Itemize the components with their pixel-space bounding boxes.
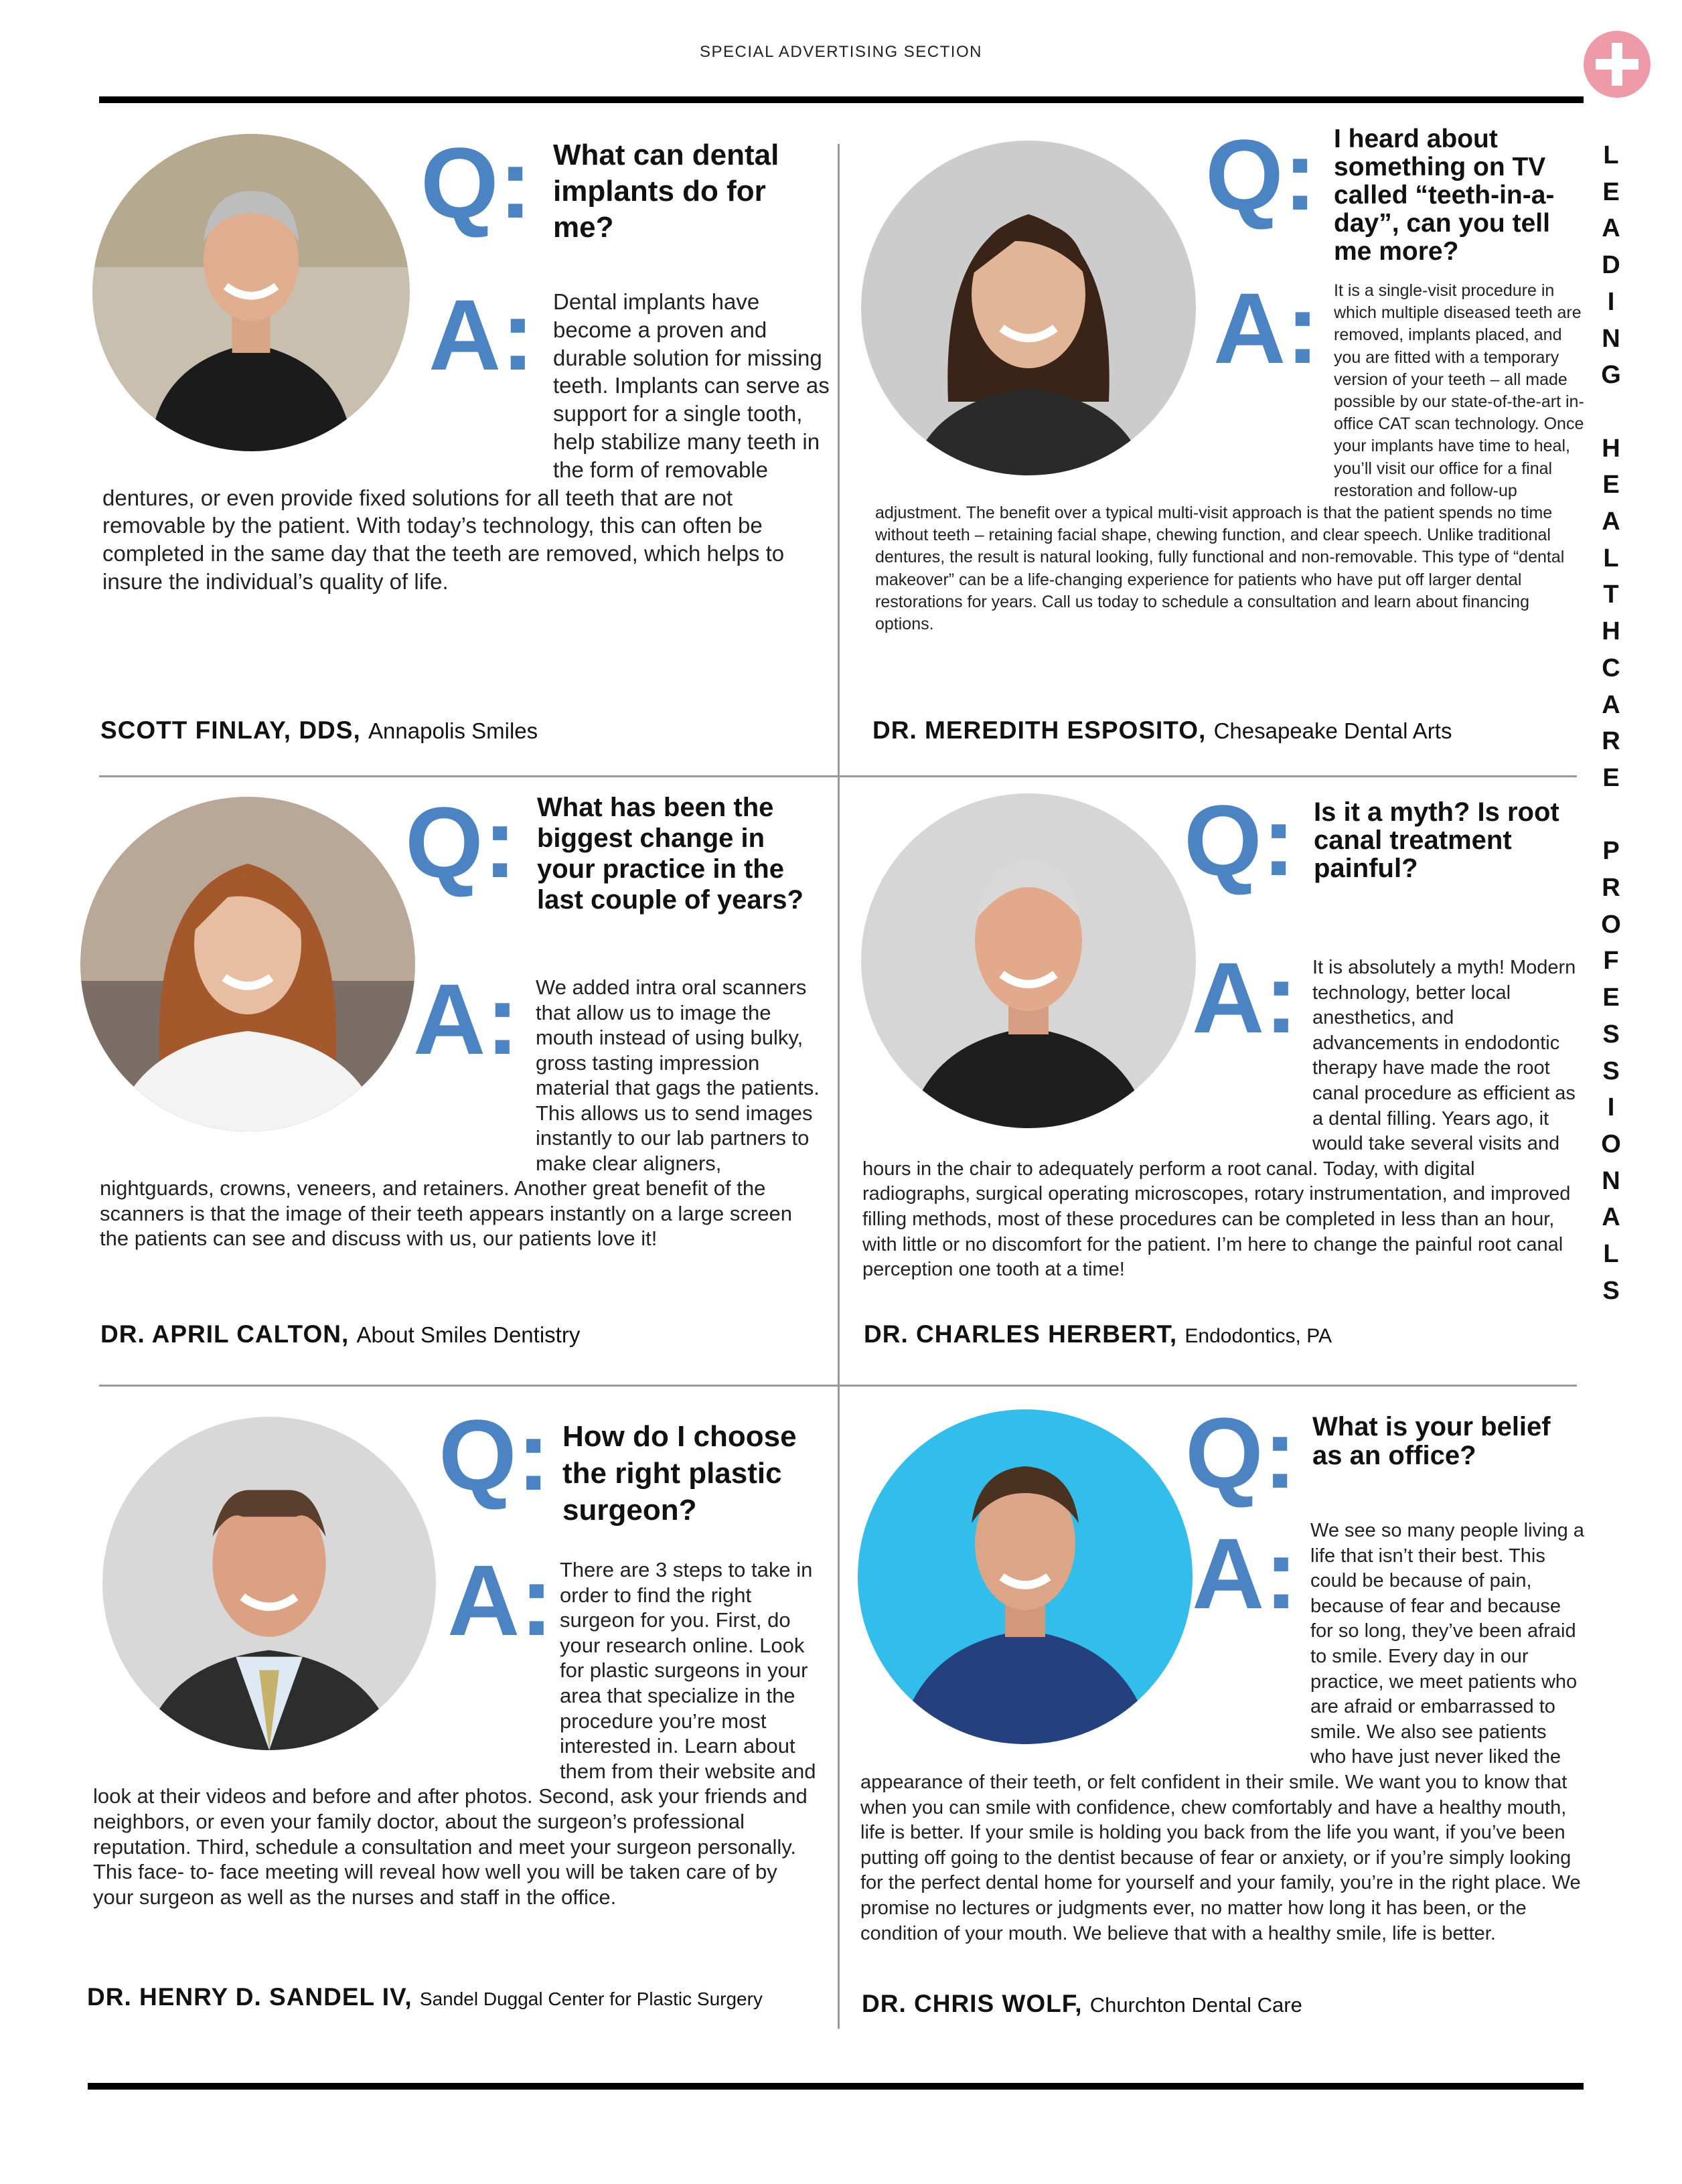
doctor-name	[864, 1320, 1332, 1348]
sidebar-title-letter: G	[1601, 361, 1621, 390]
sidebar-title-letter: H	[1602, 434, 1620, 463]
answer-text	[102, 288, 836, 596]
doctor-name-text: DR. HENRY D. SANDEL IV,	[87, 1983, 412, 2011]
question-text: What has been the biggest change in your practice in the last couple of years?	[537, 793, 804, 915]
sidebar-title-letter: A	[1602, 1203, 1620, 1232]
medical-plus-icon	[1584, 31, 1651, 98]
sidebar-title-letter: H	[1602, 617, 1620, 646]
q-label: Q:	[1185, 1397, 1297, 1509]
doctor-name-text: SCOTT FINLAY, DDS,	[100, 716, 361, 744]
sidebar-title-letter: O	[1601, 910, 1621, 939]
sidebar-title-letter	[1591, 797, 1631, 834]
answer-text	[93, 1557, 823, 1909]
doctor-name-text: DR. APRIL CALTON,	[100, 1320, 350, 1348]
answer-text	[100, 975, 823, 1251]
section-header: SPECIAL ADVERTISING SECTION	[700, 43, 982, 61]
doctor-name	[862, 1990, 1302, 2018]
sidebar-title-letter: E	[1602, 984, 1620, 1012]
row-divider-2	[99, 1385, 1577, 1387]
sidebar-title-letter: S	[1602, 1020, 1620, 1048]
answer-body: It is absolutely a myth! Modern technology, better local anesthetics, and advancements in endodontic therapy have made the root canal procedure as efficient as a dental filling. Years ago, it would take several visits and hours in the chair to adequately perform a root canal. Today, with digital radiographs, surgical operating microscopes, rotary instrumentation, and improved filling methods, most of these procedures can be completed in less than an hour, with little or no discomfort for the patient. I’m here to change the painful root canal perception one tooth at a time!	[862, 957, 1576, 1281]
sidebar-title-letter: L	[1603, 1240, 1619, 1269]
sidebar-title-letter: I	[1607, 287, 1615, 316]
top-rule	[99, 96, 1584, 103]
answer-body: Dental implants have become a proven and durable solution for missing teeth. Implants can serve as support for a single tooth, help stabilize many teeth in the form of removable dentures, or even provide fixed solutions for all teeth that are not removable by the patient. With today’s technology, this can often be completed in the same day that the teeth are removed, which helps to insure the individual’s quality of life.	[102, 289, 830, 594]
a-label: A:	[413, 963, 520, 1075]
sidebar-title-letter: S	[1602, 1057, 1620, 1085]
practice-name: Chesapeake Dental Arts	[1213, 718, 1452, 743]
sidebar-title-letter: L	[1603, 141, 1619, 169]
a-label: A:	[447, 1544, 554, 1656]
sidebar-vertical-title	[1591, 137, 1631, 1310]
doctor-name	[87, 1983, 763, 2011]
sidebar-title-letter	[1591, 394, 1631, 431]
a-label: A:	[1192, 941, 1298, 1054]
question-text: What is your belief as an office?	[1312, 1412, 1551, 1470]
a-label: A:	[1192, 1517, 1298, 1630]
doctor-name	[100, 716, 538, 745]
sidebar-title-letter: E	[1602, 471, 1620, 499]
doctor-name	[100, 1320, 580, 1348]
sidebar-title-letter: F	[1603, 947, 1619, 976]
answer-text	[862, 955, 1582, 1283]
sidebar-title-letter: R	[1602, 874, 1620, 903]
sidebar-title-letter: C	[1602, 653, 1620, 682]
q-label: Q:	[439, 1399, 550, 1511]
row-divider-1	[99, 775, 1577, 777]
practice-name: Endodontics, PA	[1184, 1325, 1332, 1347]
sidebar-title-letter: T	[1603, 580, 1619, 609]
doctor-name	[872, 716, 1452, 745]
sidebar-title-letter: L	[1603, 544, 1619, 572]
practice-name: Sandel Duggal Center for Plastic Surgery	[419, 1988, 763, 2009]
sidebar-title-letter: N	[1602, 324, 1620, 353]
question-text: What can dental implants do for me?	[553, 139, 779, 244]
column-divider	[838, 144, 840, 2029]
q-label: Q:	[1205, 119, 1317, 231]
sidebar-title-letter: N	[1602, 1166, 1620, 1195]
q-label: Q:	[420, 127, 532, 239]
sidebar-title-letter: S	[1602, 1276, 1620, 1305]
answer-body: It is a single-visit procedure in which multiple diseased teeth are removed, implants placed, and you are fitted with a temporary version of your teeth – all made possible by our state-of-the-art in-office CAT scan technology. Once your implants have time to heal, you’ll visit our office for a final restoration and follow-up adjustment. The benefit over a typical multi-visit approach is that the patient spends no time without teeth – retaining facial shape, chewing function, and clear speech. Unlike traditional dentures, the result is natural looking, fully functional and non-removable. This type of “dental makeover” can be a life-changing experience for patients who have put off larger dental restorations for years. Call us today to schedule a consultation and learn about financing options.	[875, 281, 1584, 634]
answer-body: There are 3 steps to take in order to find the right surgeon for you. First, do your research online. Look for plastic surgeons in your area that specialize in the procedure you’re most interested in. Learn about them from their website and look at their videos and before and after photos. Second, ask your friends and neighbors, or even your family doctor, about the surgeon’s professional reputation. Third, schedule a consultation and meet your surgeon personally. This face- to- face meeting will reveal how well you will be taken care of by your surgeon as well as the nurses and staff in the office.	[93, 1558, 816, 1909]
practice-name: About Smiles Dentistry	[356, 1322, 581, 1347]
question-text: I heard about something on TV called “teeth-in-a-day”, can you tell me more?	[1334, 125, 1555, 266]
sidebar-title-letter: E	[1602, 763, 1620, 792]
sidebar-title-letter: A	[1602, 690, 1620, 719]
answer-text	[860, 1518, 1587, 1946]
practice-name: Churchton Dental Care	[1089, 1993, 1302, 2017]
sidebar-title-letter: D	[1602, 251, 1620, 280]
sidebar-title-letter: P	[1602, 837, 1620, 866]
a-label: A:	[1213, 272, 1320, 384]
sidebar-title-letter: A	[1602, 508, 1620, 536]
question-text: How do I choose the right plastic surgeon?	[562, 1420, 797, 1527]
practice-name: Annapolis Smiles	[368, 718, 538, 743]
q-label: Q:	[1184, 784, 1296, 896]
bottom-rule	[88, 2083, 1584, 2090]
doctor-name-text: DR. CHARLES HERBERT,	[864, 1320, 1178, 1348]
sidebar-title-letter: E	[1602, 177, 1620, 206]
sidebar-title-letter: O	[1601, 1129, 1621, 1158]
answer-text	[875, 272, 1588, 635]
doctor-name-text: DR. MEREDITH ESPOSITO,	[872, 716, 1207, 744]
sidebar-title-letter: I	[1607, 1093, 1615, 1122]
sidebar-title-letter: R	[1602, 727, 1620, 756]
a-label: A:	[429, 279, 535, 391]
question-text: Is it a myth? Is root canal treatment painful?	[1314, 797, 1559, 883]
answer-body: We see so many people living a life that isn’t their best. This could be because of pain, because of fear and because for so long, they’ve been afraid to smile. Every day in our practice, we meet patients who are afraid or embarrassed to smile. We also see patients who have just never liked the appearance of their teeth, or felt confident in their smile. We want you to know that when you can smile with confidence, chew comfortably and have a healthy mouth, life is better. If your smile is holding you back from the life you want, if you’ve been putting off going to the dentist because of fear or anxiety, or if you’re simply looking for the perfect dental home for yourself and your family, you’re in the right place. We promise no lectures or judgments ever, no matter how long it has been, or the condition of your mouth. We believe that with a healthy smile, life is better.	[860, 1520, 1584, 1944]
q-label: Q:	[405, 786, 517, 899]
sidebar-title-letter: A	[1602, 214, 1620, 243]
answer-body: We added intra oral scanners that allow us to image the mouth instead of using bulky, gross tasting impression material that gags the patients. This allows us to send images instantly to our lab partners to make clear aligners, nightguards, crowns, veneers, and retainers. Another great benefit of the scanners is that the image of their teeth appears instantly on a large screen the patients can see and discuss with us, our patients love it!	[100, 976, 820, 1250]
doctor-name-text: DR. CHRIS WOLF,	[862, 1990, 1083, 2017]
